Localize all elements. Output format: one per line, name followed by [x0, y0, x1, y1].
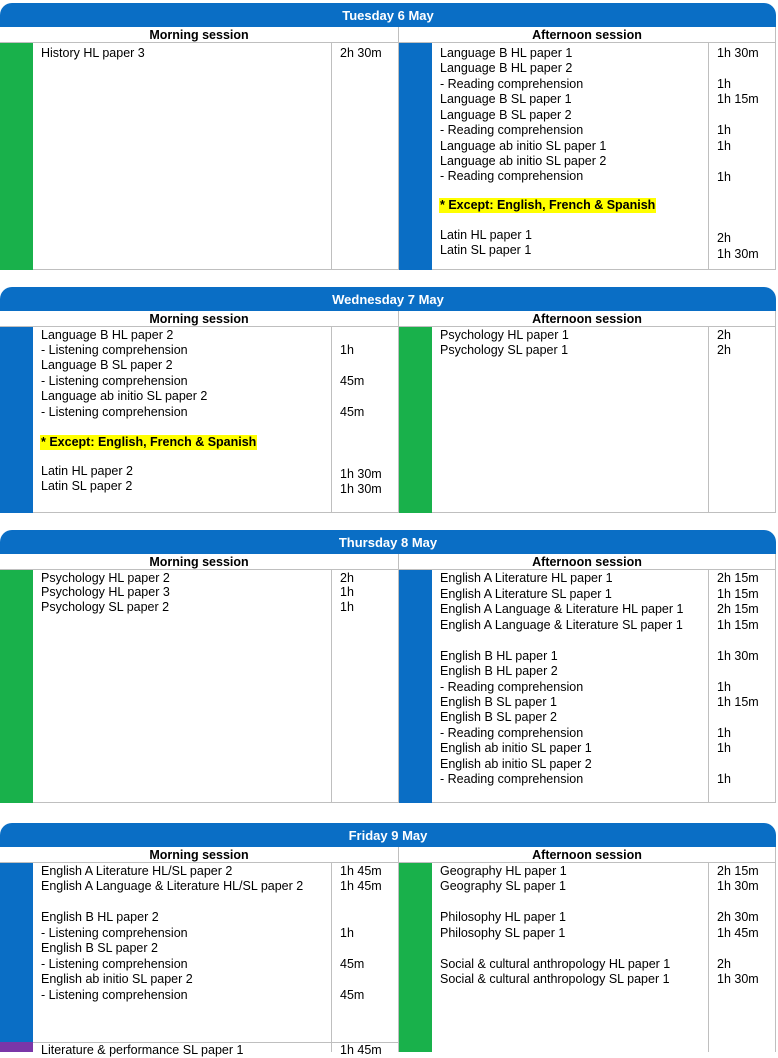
exam-subject: English A Language & Literature SL paper 1: [440, 618, 683, 632]
exam-subject: - Listening comprehension: [41, 405, 188, 419]
exam-subject: - Reading comprehension: [440, 772, 584, 786]
exam-subject: English B HL paper 2: [41, 910, 159, 924]
exam-subject: English B SL paper 2: [41, 941, 158, 955]
exam-subject: Language ab initio SL paper 2: [440, 154, 607, 168]
exam-duration: 1h: [340, 600, 354, 614]
session-color-bar-purple: [0, 1042, 33, 1052]
day-title: Tuesday 6 May: [0, 3, 776, 27]
afternoon-session-heading: Afternoon session: [399, 27, 775, 43]
exam-duration: 2h 15m: [717, 602, 759, 616]
exam-subject: Geography HL paper 1: [440, 864, 567, 878]
exam-subject: - Reading comprehension: [440, 680, 584, 694]
session-color-bar-blue: [399, 43, 432, 270]
morning-session-heading: Morning session: [0, 847, 398, 863]
exam-duration: 1h: [340, 343, 354, 357]
session-color-bar-green: [0, 43, 33, 270]
exam-duration: 1h 45m: [717, 926, 759, 940]
exam-duration: 1h 30m: [717, 247, 759, 261]
exam-subject: English A Literature HL/SL paper 2: [41, 864, 233, 878]
except-note-highlight: * Except: English, French & Spanish: [440, 198, 656, 212]
exam-duration: 45m: [340, 405, 365, 419]
afternoon-session-heading: Afternoon session: [399, 847, 775, 863]
exam-duration: 2h 15m: [717, 864, 759, 878]
exam-subject: English B HL paper 1: [440, 649, 558, 663]
exam-duration: 2h: [340, 571, 354, 585]
exam-duration: 1h: [717, 741, 731, 755]
exam-subject: - Reading comprehension: [440, 169, 584, 183]
exam-duration: 2h: [717, 957, 731, 971]
exam-subject: Language B SL paper 1: [440, 92, 572, 106]
exam-duration: 1h 15m: [717, 618, 759, 632]
exam-subject: Philosophy SL paper 1: [440, 926, 566, 940]
exam-subject: Literature & performance SL paper 1: [41, 1043, 244, 1057]
session-color-bar-blue: [399, 570, 432, 803]
exam-duration: 45m: [340, 957, 365, 971]
day-block-thursday: [0, 530, 776, 803]
day-block-tuesday: [0, 3, 776, 270]
exam-subject: - Listening comprehension: [41, 926, 188, 940]
exam-subject: English ab initio SL paper 2: [440, 757, 592, 771]
exam-subject: Language B HL paper 2: [440, 61, 573, 75]
day-title: Thursday 8 May: [0, 530, 776, 554]
exam-subject: - Reading comprehension: [440, 726, 584, 740]
exam-duration: 1h 45m: [340, 879, 382, 893]
exam-subject: Language B SL paper 2: [440, 108, 572, 122]
day-block-wednesday: [0, 287, 776, 513]
exam-duration: 1h: [717, 77, 731, 91]
exam-duration: 2h 30m: [717, 910, 759, 924]
exam-subject: Language B HL paper 1: [440, 46, 573, 60]
exam-duration: 1h 15m: [717, 587, 759, 601]
morning-session-heading: Morning session: [0, 554, 398, 570]
exam-subject: English B SL paper 2: [440, 710, 557, 724]
exam-subject: Latin HL paper 2: [41, 464, 133, 478]
exam-subject: Latin HL paper 1: [440, 228, 532, 242]
exam-subject: Latin SL paper 1: [440, 243, 532, 257]
exam-duration: 1h: [340, 585, 354, 599]
exam-duration: 1h: [717, 772, 731, 786]
except-note-highlight: * Except: English, French & Spanish: [41, 435, 257, 449]
day-title: Friday 9 May: [0, 823, 776, 847]
exam-subject: English ab initio SL paper 2: [41, 972, 193, 986]
session-color-bar-blue: [0, 863, 33, 1042]
exam-duration: 1h 30m: [340, 467, 382, 481]
exam-subject: - Listening comprehension: [41, 374, 188, 388]
exam-subject: English A Language & Literature HL paper 1: [440, 602, 684, 616]
exam-duration: 45m: [340, 374, 365, 388]
afternoon-session-heading: Afternoon session: [399, 311, 775, 327]
exam-subject: Language B HL paper 2: [41, 328, 174, 342]
exam-duration: 1h 30m: [717, 46, 759, 60]
exam-subject: Latin SL paper 2: [41, 479, 133, 493]
exam-duration: 1h: [717, 123, 731, 137]
exam-duration: 1h 45m: [340, 1043, 382, 1057]
exam-subject: Language ab initio SL paper 2: [41, 389, 208, 403]
exam-subject: Language B SL paper 2: [41, 358, 173, 372]
day-title: Wednesday 7 May: [0, 287, 776, 311]
exam-subject: Language ab initio SL paper 1: [440, 139, 607, 153]
exam-subject: History HL paper 3: [41, 46, 145, 60]
exam-duration: 2h 30m: [340, 46, 382, 60]
exam-subject: English ab initio SL paper 1: [440, 741, 592, 755]
exam-subject: English B SL paper 1: [440, 695, 557, 709]
morning-session-heading: Morning session: [0, 311, 398, 327]
exam-subject: - Listening comprehension: [41, 988, 188, 1002]
exam-subject: Social & cultural anthropology HL paper 1: [440, 957, 671, 971]
session-color-bar-green: [399, 863, 432, 1052]
exam-subject: English A Literature HL paper 1: [440, 571, 613, 585]
exam-subject: English A Language & Literature HL/SL paper 2: [41, 879, 304, 893]
exam-duration: 2h: [717, 343, 731, 357]
exam-duration: 2h 15m: [717, 571, 759, 585]
day-block-friday: [0, 823, 776, 1057]
exam-subject: Geography SL paper 1: [440, 879, 567, 893]
exam-duration: 2h: [717, 328, 731, 342]
morning-session-heading: Morning session: [0, 27, 398, 43]
exam-subject: Philosophy HL paper 1: [440, 910, 567, 924]
exam-duration: 1h 15m: [717, 92, 759, 106]
session-color-bar-blue: [0, 327, 33, 513]
afternoon-session-heading: Afternoon session: [399, 554, 775, 570]
exam-duration: 1h: [340, 926, 354, 940]
exam-duration: 2h: [717, 231, 731, 245]
session-color-bar-green: [0, 570, 33, 803]
exam-subject: English A Literature SL paper 1: [440, 587, 612, 601]
exam-duration: 45m: [340, 988, 365, 1002]
exam-duration: 1h 30m: [717, 972, 759, 986]
exam-subject: - Reading comprehension: [440, 77, 584, 91]
exam-subject: Psychology SL paper 1: [440, 343, 569, 357]
exam-subject: - Reading comprehension: [440, 123, 584, 137]
exam-duration: 1h: [717, 680, 731, 694]
exam-duration: 1h 45m: [340, 864, 382, 878]
exam-duration: 1h: [717, 170, 731, 184]
exam-subject: - Listening comprehension: [41, 343, 188, 357]
exam-duration: 1h 30m: [340, 482, 382, 496]
exam-subject: - Listening comprehension: [41, 957, 188, 971]
session-color-bar-green: [399, 327, 432, 513]
exam-subject: Social & cultural anthropology SL paper 1: [440, 972, 670, 986]
exam-subject: Psychology HL paper 2: [41, 571, 170, 585]
exam-duration: 1h 30m: [717, 649, 759, 663]
exam-subject: Psychology HL paper 1: [440, 328, 569, 342]
exam-duration: 1h 15m: [717, 695, 759, 709]
exam-subject: Psychology SL paper 2: [41, 600, 170, 614]
exam-duration: 1h: [717, 139, 731, 153]
exam-duration: 1h 30m: [717, 879, 759, 893]
exam-subject: English B HL paper 2: [440, 664, 558, 678]
exam-duration: 1h: [717, 726, 731, 740]
exam-subject: Psychology HL paper 3: [41, 585, 170, 599]
